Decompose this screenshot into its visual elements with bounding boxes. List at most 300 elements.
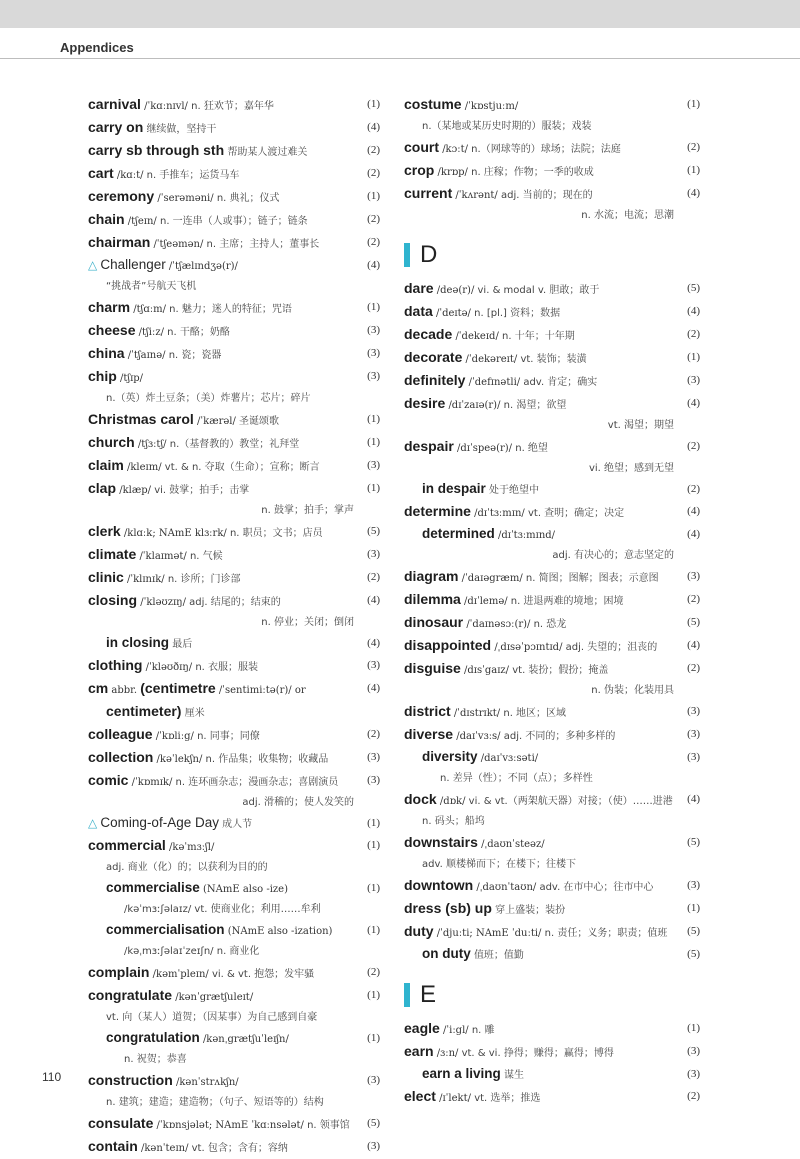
definition: n. 狂欢节；嘉年华 xyxy=(191,101,274,112)
phonetic: /tʃɑːm/ xyxy=(133,304,166,315)
unit-number: (4) xyxy=(687,793,700,805)
section-e xyxy=(404,1018,700,1109)
unit-number: (2) xyxy=(687,328,700,340)
definition: n. 魅力；迷人的特征；咒语 xyxy=(169,304,292,315)
entry-line xyxy=(404,393,674,416)
headword: charm xyxy=(88,299,131,315)
unit-number: (1) xyxy=(367,98,380,110)
headword: Coming-of-Age Day xyxy=(100,815,219,830)
top-gray-band xyxy=(0,0,800,28)
unit-number: (2) xyxy=(687,593,700,605)
phonetic: /ˈkʌrənt/ xyxy=(455,190,498,201)
phonetic: /dɪˈtɜːmɪnd/ xyxy=(497,530,556,541)
vocab-entry xyxy=(88,544,380,567)
vocab-entry xyxy=(404,789,700,832)
vocab-entry xyxy=(88,678,380,724)
phonetic: /ɪˈlekt/ xyxy=(439,1093,471,1104)
definition: adj. 不同的；多种多样的 xyxy=(503,731,616,742)
vocab-entry xyxy=(404,1086,700,1109)
entry-line xyxy=(404,436,674,459)
phonetic: /klɑːk; NAmE klɜːrk/ xyxy=(123,528,227,539)
entry-line xyxy=(88,297,354,320)
unit-number: (3) xyxy=(687,1068,700,1080)
phonetic: /ˈtʃælɪndʒə(r)/ xyxy=(168,261,238,272)
entry-line xyxy=(88,747,354,770)
unit-number: (1) xyxy=(367,1032,380,1044)
vocab-entry xyxy=(88,878,380,920)
vocab-entry xyxy=(88,94,380,117)
entry-line xyxy=(404,324,674,347)
entry-line xyxy=(88,1070,354,1093)
phonetic: /ˈdekəreɪt/ xyxy=(465,354,518,365)
definition: adv. 在市中心；往市中心 xyxy=(539,882,654,893)
vocab-entry xyxy=(88,232,380,255)
definition: /kəˈmɜːʃəlaɪz/ vt. 使商业化；利用……牟利 xyxy=(124,904,321,915)
phonetic: /ˈdefɪnətli/ xyxy=(468,377,521,388)
definition: n. 衣服；服装 xyxy=(195,662,259,673)
unit-number: (3) xyxy=(687,1045,700,1057)
definition: vt. 装饰；装潢 xyxy=(520,354,587,365)
headword: congratulate xyxy=(88,987,173,1003)
entry-line xyxy=(404,501,674,524)
headword: disappointed xyxy=(404,637,492,653)
headword: carry on xyxy=(88,119,144,135)
vocab-entry xyxy=(88,186,380,209)
headword: consulate xyxy=(88,1115,154,1131)
phonetic: /daɪˈvɜːsəti/ xyxy=(480,753,539,764)
phonetic: /ˈiːgl/ xyxy=(443,1025,469,1036)
phonetic: /ˈkærəl/ xyxy=(197,416,236,427)
entry-line-continued xyxy=(88,501,354,521)
vocab-entry xyxy=(88,163,380,186)
entry-line-continued xyxy=(404,416,674,436)
phonetic: /tʃiːz/ xyxy=(138,327,164,338)
phonetic: /dɪˈtɜːmɪn/ xyxy=(474,508,525,519)
entry-line xyxy=(88,985,354,1008)
definition: n. 祝贺；恭喜 xyxy=(124,1054,187,1065)
entry-line-continued xyxy=(422,769,674,789)
headword: dilemma xyxy=(404,591,461,607)
phonetic: /ˈkɒliːg/ xyxy=(155,731,194,742)
vocab-entry xyxy=(88,320,380,343)
definition: n. 主席；主持人；董事长 xyxy=(206,239,320,250)
unit-number: (3) xyxy=(367,459,380,471)
unit-number: (2) xyxy=(367,571,380,583)
headword: dock xyxy=(404,791,437,807)
vocab-entry xyxy=(88,1028,380,1070)
phonetic: /tʃeɪn/ xyxy=(127,216,157,227)
vocab-entry xyxy=(88,343,380,366)
headword: clerk xyxy=(88,523,121,539)
headword: downtown xyxy=(404,877,474,893)
headword: contain xyxy=(88,1138,138,1154)
phonetic: /tʃɪp/ xyxy=(119,373,144,384)
headword: congratulation xyxy=(106,1030,200,1045)
vocab-entry xyxy=(404,875,700,898)
headword: duty xyxy=(404,923,434,939)
unit-number: (1) xyxy=(367,989,380,1001)
vocab-entry xyxy=(404,183,700,226)
definition: n. 同事；同僚 xyxy=(197,731,260,742)
unit-number: (3) xyxy=(367,1140,380,1152)
headword: commercialisation xyxy=(106,922,225,937)
letter-heading-d xyxy=(404,242,700,268)
vocab-entry xyxy=(88,835,380,878)
entry-line xyxy=(88,678,354,701)
headword: cart xyxy=(88,165,114,181)
headword: crop xyxy=(404,162,435,178)
vocab-entry xyxy=(404,635,700,658)
headword: dinosaur xyxy=(404,614,464,630)
phonetic: /ˈkɒnsjələt; NAmE ˈkɑːnsələt/ xyxy=(156,1120,304,1131)
phonetic: /dɪˈzaɪə(r)/ xyxy=(448,400,501,411)
headword: dare xyxy=(404,280,434,296)
definition: adv. 顺楼梯而下；在楼下；往楼下 xyxy=(422,859,576,870)
unit-number: (5) xyxy=(687,948,700,960)
entry-line-continued xyxy=(404,459,674,479)
headword: diversity xyxy=(422,749,478,764)
definition: n. 典礼；仪式 xyxy=(216,193,280,204)
entry-line xyxy=(404,160,674,183)
definition: n. 作品集；收集物；收藏品 xyxy=(205,754,329,765)
entry-line xyxy=(88,1113,354,1136)
headword: data xyxy=(404,303,433,319)
headword: clap xyxy=(88,480,117,496)
headword: Challenger xyxy=(100,257,166,272)
definition: n.（某地或某历史时期的）服装；戏装 xyxy=(422,121,592,132)
unit-number: (2) xyxy=(367,213,380,225)
definition: 谋生 xyxy=(503,1070,524,1081)
unit-number: (3) xyxy=(367,751,380,763)
definition: adj. 结尾的；结束的 xyxy=(189,597,281,608)
unit-number: (4) xyxy=(687,639,700,651)
unit-number: (2) xyxy=(367,167,380,179)
headword: eagle xyxy=(404,1020,440,1036)
phonetic: abbr. xyxy=(111,685,138,696)
entry-line xyxy=(88,320,354,343)
vocab-entry xyxy=(88,747,380,770)
headword: diagram xyxy=(404,568,459,584)
unit-number: (4) xyxy=(367,121,380,133)
entry-line xyxy=(88,962,354,985)
unit-number: (2) xyxy=(687,662,700,674)
definition: 穿上盛装；装扮 xyxy=(495,905,566,916)
entry-line-continued xyxy=(404,681,674,701)
headword: complain xyxy=(88,964,150,980)
entry-line xyxy=(106,878,354,900)
vocab-entry xyxy=(88,255,380,297)
entry-line xyxy=(404,183,674,206)
entry-line xyxy=(422,1064,674,1086)
entry-line-continued xyxy=(88,389,354,409)
phonetic: /ˈdeɪtə/ xyxy=(435,308,471,319)
unit-number: (2) xyxy=(367,966,380,978)
unit-number: (1) xyxy=(367,924,380,936)
headword: colleague xyxy=(88,726,153,742)
definition: vi. & vt. 抱怨；发牢骚 xyxy=(211,969,315,980)
definition: /kəˌmɜːʃəlaɪˈzeɪʃn/ n. 商业化 xyxy=(124,946,260,957)
vocab-entry xyxy=(88,521,380,544)
entry-line xyxy=(88,544,354,567)
phonetic: /kənˈgrætʃuleɪt/ xyxy=(175,992,254,1003)
vocab-entry xyxy=(404,324,700,347)
definition: n.（英）炸土豆条；（美）炸薯片；芯片；碎片 xyxy=(106,393,311,404)
entry-line-continued xyxy=(404,812,674,832)
unit-number: (4) xyxy=(367,682,380,694)
definition: 成人节 xyxy=(222,819,253,830)
definition: n. 干酪；奶酪 xyxy=(167,327,230,338)
definition: vt. & vi. 挣得；赚得；赢得；博得 xyxy=(461,1048,614,1059)
vocab-entry xyxy=(404,747,700,789)
entry-line xyxy=(88,163,354,186)
unit-number: (5) xyxy=(687,925,700,937)
unit-number: (4) xyxy=(687,187,700,199)
entry-line xyxy=(404,347,674,370)
headword: in closing xyxy=(106,635,170,650)
unit-number: (3) xyxy=(367,548,380,560)
new-word-triangle-icon: △ xyxy=(88,258,98,272)
entry-line xyxy=(106,1028,354,1050)
headword-extra: centimeter) xyxy=(106,703,182,719)
entry-line xyxy=(88,567,354,590)
headword: dress (sb) up xyxy=(404,900,492,916)
headword: current xyxy=(404,185,453,201)
phonetic: /ˈkɒstjuːm/ xyxy=(464,101,519,112)
unit-number: (3) xyxy=(367,324,380,336)
letter-heading-e xyxy=(404,982,700,1008)
entry-line xyxy=(422,944,674,966)
new-word-triangle-icon: △ xyxy=(88,816,98,830)
entry-line xyxy=(404,566,674,589)
phonetic: /ˈkləʊzɪŋ/ xyxy=(140,597,186,608)
letter-bar-icon xyxy=(404,983,410,1007)
vocab-entry xyxy=(88,297,380,320)
entry-line xyxy=(88,813,354,835)
definition: n. 进退两难的境地；困境 xyxy=(510,596,624,607)
headword: district xyxy=(404,703,451,719)
definition: n. 连环画杂志；漫画杂志；喜剧演员 xyxy=(175,777,339,788)
phonetic: /tʃɜːtʃ/ xyxy=(137,439,167,450)
letter-e: E xyxy=(420,981,437,1008)
definition: vt. 选举；推选 xyxy=(474,1093,541,1104)
entry-line xyxy=(88,117,354,140)
unit-number: (5) xyxy=(367,525,380,537)
entry-line-continued xyxy=(422,546,674,566)
entry-line-continued xyxy=(404,206,674,226)
unit-number: (4) xyxy=(687,397,700,409)
entry-line xyxy=(88,232,354,255)
unit-number: (1) xyxy=(367,190,380,202)
vocab-entry xyxy=(404,160,700,183)
definition: adj. 滑稽的；使人发笑的 xyxy=(242,797,354,808)
definition: n. 庄稼；作物；一季的收成 xyxy=(471,167,594,178)
vocab-entry xyxy=(404,612,700,635)
headword: commercial xyxy=(88,837,166,853)
entry-line xyxy=(404,789,674,812)
phonetic: /ˌdaʊnˈtaʊn/ xyxy=(476,882,537,893)
phonetic: /kənˈteɪn/ xyxy=(140,1143,189,1154)
phonetic: /kəˈmɜːʃl/ xyxy=(169,842,215,853)
phonetic: /ˈdaɪəgræm/ xyxy=(461,573,523,584)
headword: court xyxy=(404,139,439,155)
definition: vi. & modal v. 胆敢；敢于 xyxy=(477,285,600,296)
headword: chain xyxy=(88,211,125,227)
headword: cheese xyxy=(88,322,136,338)
entry-line xyxy=(404,1086,674,1109)
unit-number: (1) xyxy=(687,164,700,176)
definition: vt. 包含；含有；容纳 xyxy=(191,1143,288,1154)
unit-number: (3) xyxy=(367,774,380,786)
headword-extra: (centimetre xyxy=(140,680,216,696)
vocab-entry xyxy=(404,1041,700,1064)
entry-line-continued xyxy=(88,1093,354,1113)
entry-line xyxy=(404,137,674,160)
vocab-entry xyxy=(88,1136,380,1159)
entry-line-continued xyxy=(106,900,354,920)
entry-line xyxy=(404,1018,674,1041)
phonetic: /ˈklɪnɪk/ xyxy=(126,574,165,585)
vocab-entry xyxy=(88,140,380,163)
vocab-entry xyxy=(404,589,700,612)
entry-line xyxy=(88,209,354,232)
entry-line-continued xyxy=(88,613,354,633)
definition: n.（网球等的）球场；法院；法庭 xyxy=(471,144,621,155)
definition: n. 简图；图解；图表；示意图 xyxy=(525,573,659,584)
vocab-entry xyxy=(88,985,380,1028)
headword: china xyxy=(88,345,125,361)
entry-line xyxy=(404,1041,674,1064)
definition: vi. 鼓掌；拍手；击掌 xyxy=(154,485,250,496)
vocab-entry xyxy=(88,962,380,985)
definition: 继续做，坚持干 xyxy=(146,124,217,135)
phonetic: /deə(r)/ xyxy=(436,285,475,296)
vocab-entry xyxy=(88,478,380,521)
vocab-entry xyxy=(404,370,700,393)
vocab-entry xyxy=(404,1018,700,1041)
unit-number: (2) xyxy=(367,144,380,156)
right-column xyxy=(404,94,700,1109)
definition: n. 差异（性）；不同（点）；多样性 xyxy=(440,773,593,784)
definition: vt. 渴望；期望 xyxy=(607,420,674,431)
vocab-entry xyxy=(88,409,380,432)
definition: vt. 装扮；假扮；掩盖 xyxy=(512,665,609,676)
vocab-entry xyxy=(404,436,700,479)
letter-bar-icon xyxy=(404,243,410,267)
definition: vi. & vt.（两架航天器）对接；（使）……进港 xyxy=(468,796,673,807)
phonetic: /dɒk/ xyxy=(439,796,466,807)
definition: n. 诊所；门诊部 xyxy=(167,574,241,585)
unit-number: (2) xyxy=(367,236,380,248)
unit-number: (3) xyxy=(687,570,700,582)
entry-line xyxy=(106,920,354,942)
entry-line xyxy=(88,724,354,747)
phonetic: /ˈklaɪmət/ xyxy=(139,551,187,562)
vocab-entry xyxy=(404,278,700,301)
unit-number: (1) xyxy=(367,301,380,313)
unit-number: (3) xyxy=(687,728,700,740)
headword: construction xyxy=(88,1072,173,1088)
phonetic: /kɑːt/ xyxy=(116,170,144,181)
phonetic: /ˈdaɪnəsɔː(r)/ xyxy=(466,619,531,630)
vocab-entry xyxy=(404,1064,700,1086)
unit-number: (5) xyxy=(687,616,700,628)
vocab-entry xyxy=(88,813,380,835)
entry-line xyxy=(88,1136,354,1159)
headword: ceremony xyxy=(88,188,155,204)
vocab-entry xyxy=(404,832,700,875)
headword: Christmas carol xyxy=(88,411,194,427)
entry-line-continued xyxy=(404,855,674,875)
unit-number: (3) xyxy=(367,659,380,671)
vocab-entry xyxy=(88,567,380,590)
definition: adj. 失望的；沮丧的 xyxy=(565,642,658,653)
phonetic: /ˈdjuːti; NAmE ˈduːti/ xyxy=(436,928,542,939)
unit-number: (3) xyxy=(687,374,700,386)
vocab-entry xyxy=(404,701,700,724)
vocab-entry xyxy=(404,501,700,524)
vocab-entry xyxy=(404,658,700,701)
unit-number: (4) xyxy=(367,594,380,606)
entry-line-continued xyxy=(88,858,354,878)
definition: vi. 绝望；感到无望 xyxy=(588,463,674,474)
phonetic: (NAmE also -ization) xyxy=(227,926,333,937)
phonetic: /dɪˈspeə(r)/ xyxy=(457,443,513,454)
unit-number: (3) xyxy=(687,879,700,891)
entry-line xyxy=(404,701,674,724)
vocab-entry xyxy=(88,432,380,455)
definition: n. 恐龙 xyxy=(533,619,567,630)
vocab-entry xyxy=(404,921,700,944)
entry-line xyxy=(422,479,674,501)
entry-line-continued xyxy=(88,793,354,813)
headword: despair xyxy=(404,438,454,454)
entry-line-continued xyxy=(106,1050,354,1070)
entry-line xyxy=(106,633,354,655)
phonetic: /ˈserəməni/ xyxy=(157,193,214,204)
headword: decade xyxy=(404,326,453,342)
headword: collection xyxy=(88,749,154,765)
section-c-continued xyxy=(404,94,700,226)
vocab-entry xyxy=(404,898,700,921)
headword: disguise xyxy=(404,660,461,676)
entry-line-continued xyxy=(88,277,354,297)
unit-number: (3) xyxy=(687,751,700,763)
unit-number: (2) xyxy=(687,440,700,452)
unit-number: (3) xyxy=(367,1074,380,1086)
unit-number: (3) xyxy=(687,705,700,717)
vocab-entry xyxy=(88,920,380,962)
headword: costume xyxy=(404,96,462,112)
definition: n. 气候 xyxy=(189,551,223,562)
unit-number: (1) xyxy=(367,413,380,425)
definition: n. 建筑；建造；建造物；（句子、短语等的）结构 xyxy=(106,1097,324,1108)
unit-number: (3) xyxy=(367,370,380,382)
definition: n. 雕 xyxy=(471,1025,495,1036)
phonetic: /ˈdɪstrɪkt/ xyxy=(453,708,501,719)
entry-line xyxy=(88,770,354,793)
unit-number: (1) xyxy=(367,882,380,894)
entry-line xyxy=(88,835,354,858)
unit-number: (3) xyxy=(367,347,380,359)
entry-line xyxy=(88,521,354,544)
vocab-entry xyxy=(88,1113,380,1136)
headword: determined xyxy=(422,526,495,541)
entry-line xyxy=(88,186,354,209)
vocab-entry xyxy=(88,366,380,409)
vocab-entry xyxy=(88,724,380,747)
entry-line xyxy=(404,658,674,681)
headword: clothing xyxy=(88,657,143,673)
